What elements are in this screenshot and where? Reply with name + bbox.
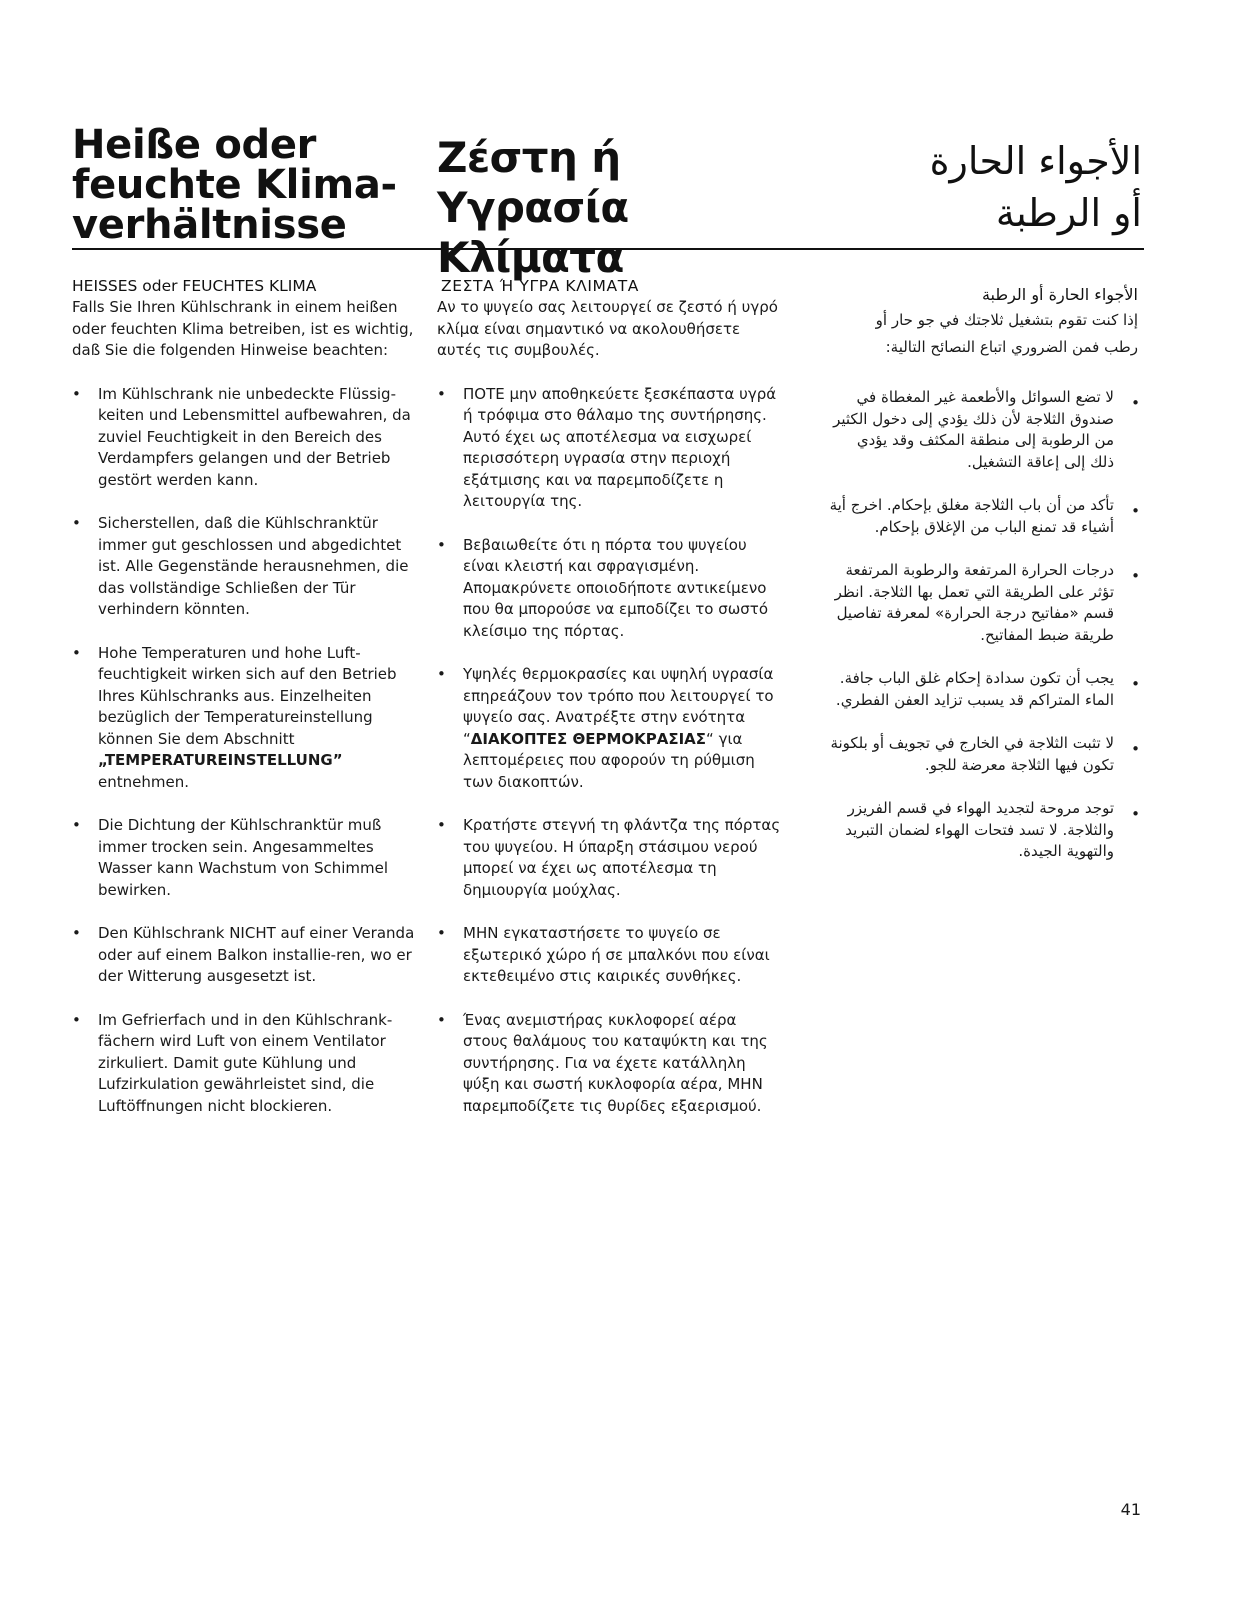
arabic-bullet-item: • يجب أن تكون سدادة إحكام غلق الباب جافة. الماء المتراكم قد يسبب تزايد العفن الفطري. [835,669,1140,709]
german-column [72,122,417,1115]
greek-bullet-item: • ΠΟΤΕ μην αποθηκεύετε ξεσκέπαστα υγρά ή τρόφιμα στο θάλαμο της συντήρησης. Αυτό έχει ως αποτέλεσμα να εισχωρεί περισσότερη υγρασία στην περιοχή εξάτμισης και να παρεμποδίζετε η λειτουργία της. [437,384,777,510]
greek-bullet-emphasis: ΔΙΑΚΟΠΤΕΣ ΘΕΡΜΟΚΡΑΣΙΑΣ [470,729,707,748]
german-intro: Falls Sie Ihren Kühlschrank in einem heißen oder feuchten Klima betreiben, ist es wichtig, daß Sie die folgenden Hinweise beachten: [72,298,414,359]
german-bullet-item: • Hohe Temperaturen und hohe Luft-feuchtigkeit wirken sich auf den Betrieb Ihres Kühlschranks aus. Einzelheiten bezüglich der Temperatureinstellung können Sie dem Abschnitt „TEMPERATUREINSTELLUNG” entnehmen. [72,643,397,791]
bullet-icon: • [1131,675,1140,693]
bullet-icon: • [437,535,446,554]
german-bullet-list [72,384,417,1118]
bullet-icon: • [72,643,81,662]
bullet-icon: • [72,384,81,403]
bullet-icon: • [72,514,81,532]
arabic-title [805,125,1142,245]
greek-bullet-item: • Υψηλές θερμοκρασίες και υψηλή υγρασία επηρεάζουν τον τρόπο που λειτουργεί το ψυγείο σας. Ανατρέξτε στην ενότητα “ΔΙΑΚΟΠΤΕΣ ΘΕΡΜΟΚΡΑΣΙΑΣ“ για λεπτομέρειες που αφορούν τη ρύθμιση των διακοπτών. [437,665,774,791]
bullet-icon: • [1131,805,1140,823]
bullet-icon: • [72,1010,81,1029]
page-number: 41 [1120,1500,1141,1519]
bullet-icon: • [1131,567,1140,585]
german-bullet-item: • Sicherstellen, daß die Kühlschranktür immer gut geschlossen und abgedichtet ist. Alle Gegenstände herausnehmen, die das vollständige Schließen der Tür verhindern könnten. [72,514,409,618]
bullet-icon: • [437,1010,446,1029]
greek-bullet-item: • Ένας ανεμιστήρας κυκλοφορεί αέρα στους θαλάμους του καταψύκτη και της συντήρησης. Για να έχετε κατάλληλη ψύξη και σωστή κυκλοφορία αέρα, ΜΗΝ παρεμποδίζετε τις θυρίδες εξαερισμού. [437,1010,768,1115]
greek-title-line: Ζέστη ή Υγρασία [437,133,629,232]
arabic-bullet-item: • درجات الحرارة المرتفعة والرطوبة المرتفعة تؤثر على الطريقة التي تعمل بها الثلاجة. انظر قسم «مفاتيح درجة الحرارة» لمعرفة تفاصيل طريقة ضبط المفاتيح. [834,561,1140,644]
bullet-icon: • [72,924,81,942]
greek-title [437,125,782,282]
greek-bullet-item: • Κρατήστε στεγνή τη φλάντζα της πόρτας του ψυγείου. Η ύπαρξη στάσιμου νερού μπορεί να έχει ως αποτέλεσμα τη δημιουργία μούχλας. [437,816,781,899]
arabic-subheading: الأجواء الحارة أو الرطبة [981,285,1138,304]
german-title-line: verhältnisse [72,202,347,248]
arabic-title-line: أو الرطبة [995,191,1142,235]
bullet-icon: • [437,665,446,683]
arabic-bullet-item: • لا تضع السوائل والأطعمة غير المغطاة في صندوق الثلاجة لأن ذلك يؤدي إلى دخول الكثير من الرطوبة إلى منطقة المكثف وقد يؤدي ذلك إلى إعاقة التشغيل. [833,388,1140,471]
greek-subheading: ΖΕΣΤΑ Ή ΥΓΡΑ ΚΛΙΜΑΤΑ [441,277,639,295]
bullet-icon: • [437,924,446,942]
bullet-icon: • [72,816,81,834]
arabic-title-line: الأجواء الحارة [929,139,1142,183]
arabic-bullet-list [805,387,1142,863]
greek-bullet-list [437,384,782,1118]
german-title-line: feuchte Klima- [72,162,397,208]
german-bullet-emphasis: „TEMPERATUREINSTELLUNG” [98,751,343,769]
arabic-column [805,125,1142,860]
arabic-bullet-item: • لا تثبت الثلاجة في الخارج في تجويف أو بلكونة تكون فيها الثلاجة معرضة للجو. [830,734,1140,774]
german-title [72,122,417,248]
arabic-bullet-item: • توجد مروحة لتجديد الهواء في قسم الفريزر والثلاجة. لا تسد فتحات الهواء لضمان التبريد والتهوية الجيدة. [845,799,1140,860]
bullet-icon: • [1131,740,1140,758]
arabic-intro: إذا كنت تقوم بتشغيل ثلاجتك في جو حار أو رطب فمن الضروري اتباع النصائح التالية: [875,311,1138,356]
greek-bullet-item: • Βεβαιωθείτε ότι η πόρτα του ψυγείου είναι κλειστή και σφραγισμένη. Απομακρύνετε οποιοδήποτε αντικείμενο που θα μπορούσε να εμποδίζει το σωστό κλείσιμο της πόρτας. [437,535,769,640]
bullet-icon: • [1131,394,1140,412]
greek-bullet-item: • ΜΗΝ εγκαταστήσετε το ψυγείο σε εξωτερικό χώρο ή σε μπαλκόνι που είναι εκτεθειμένο στις καιρικές συνθήκες. [437,924,770,985]
greek-title-line: Κλίματα [437,233,624,282]
bullet-icon: • [437,384,446,403]
greek-column [437,125,782,1115]
german-bullet-item: • Im Kühlschrank nie unbedeckte Flüssig-keiten und Lebensmittel aufbewahren, da zuviel Feuchtigkeit in den Bereich des Verdampfers gelangen und der Betrieb gestört werden kann. [72,384,411,489]
german-subheading: HEISSES oder FEUCHTES KLIMA [72,277,317,295]
arabic-bullet-item: • تأكد من أن باب الثلاجة مغلق بإحكام. اخرج أية أشياء قد تمنع الباب من الإغلاق بإحكام. [829,496,1140,536]
german-bullet-item: • Den Kühlschrank NICHT auf einer Veranda oder auf einem Balkon installie-ren, wo er der Witterung ausgesetzt ist. [72,924,415,985]
german-bullet-item: • Im Gefrierfach und in den Kühlschrank-fächern wird Luft von einem Ventilator zirkuliert. Damit gute Kühlung und Lufzirkulation gewährleistet sind, die Luftöffnungen nicht blockieren. [72,1010,393,1115]
german-bullet-item: • Die Dichtung der Kühlschranktür muß immer trocken sein. Angesammeltes Wasser kann Wachstum von Schimmel bewirken. [72,816,389,899]
bullet-icon: • [437,816,446,834]
bullet-icon: • [1131,502,1140,520]
german-title-line: Heiße oder [72,122,317,168]
greek-intro: Αν το ψυγείο σας λειτουργεί σε ζεστό ή υγρό κλίμα είναι σημαντικό να ακολουθήσετε αυτές τις συμβουλές. [437,298,778,359]
